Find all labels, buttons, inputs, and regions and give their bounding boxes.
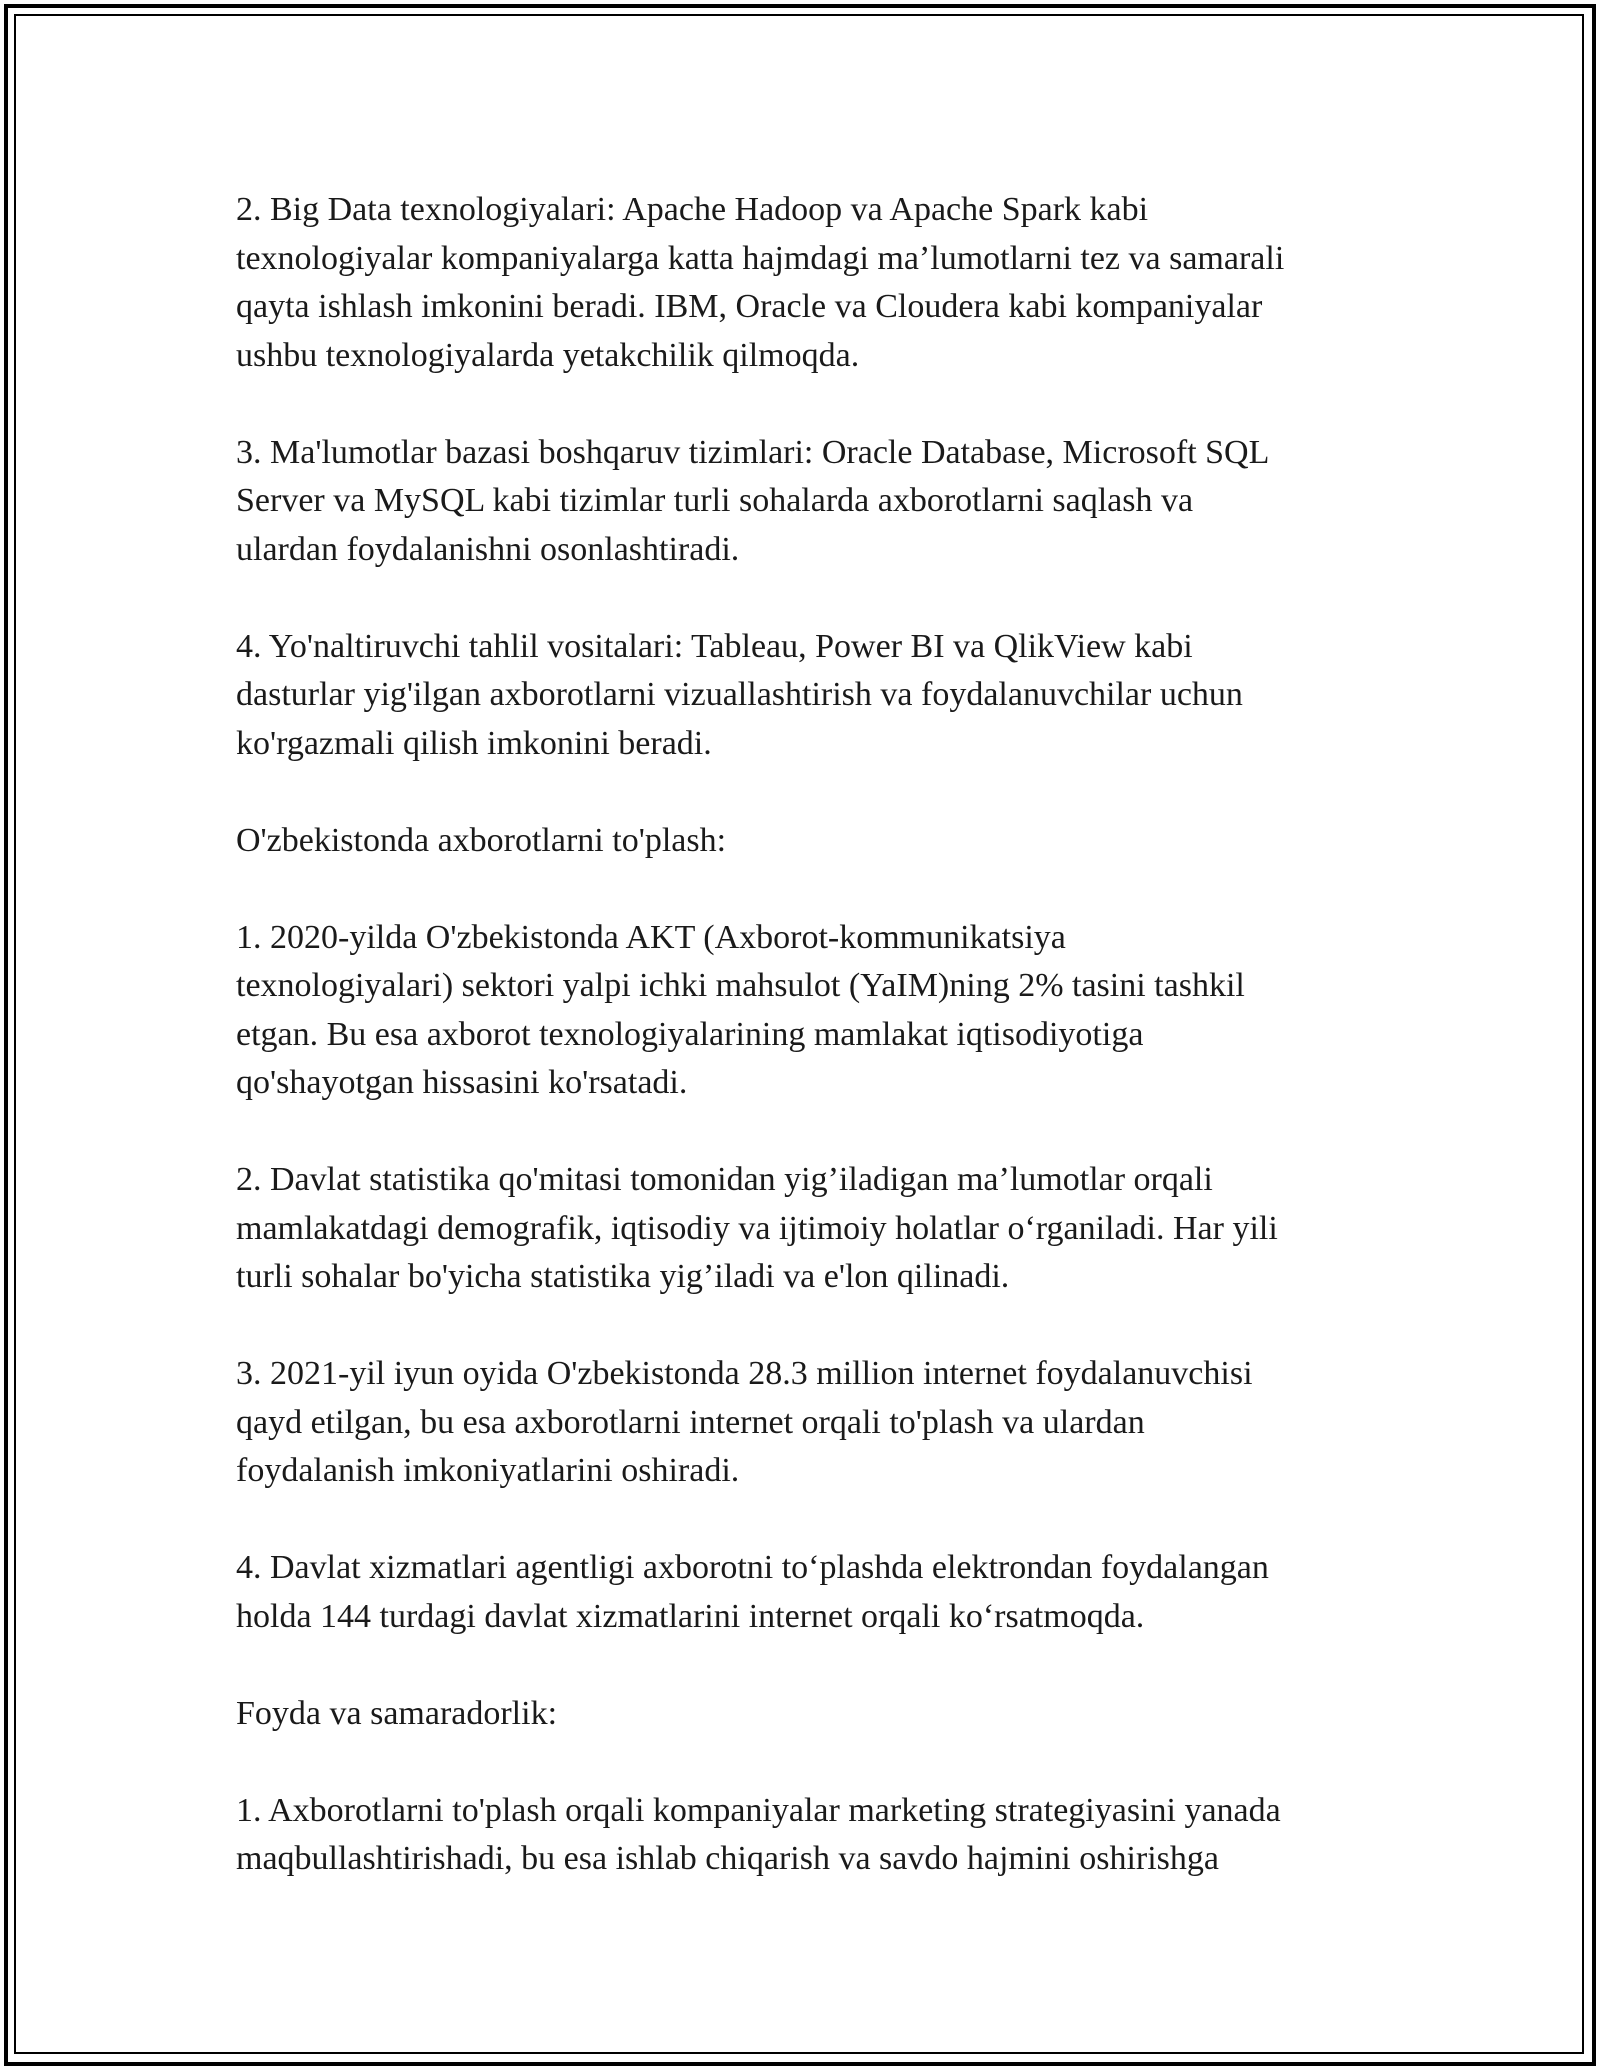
- text-line: ulardan foydalanishni osonlashtiradi.: [236, 530, 740, 568]
- paragraph-public-services: [236, 1544, 1386, 1641]
- text-line: mamlakatdagi demografik, iqtisodiy va ijtimoiy holatlar o‘rganiladi. Har yili: [236, 1209, 1278, 1247]
- text-line: foydalanish imkoniyatlarini oshiradi.: [236, 1452, 740, 1489]
- text-line: dasturlar yig'ilgan axborotlarni vizuallashtirish va foydalanuvchilar uchun: [236, 676, 1243, 713]
- text-line: 4. Yo'naltiruvchi tahlil vositalari: Tableau, Power BI va QlikView kabi: [236, 627, 1193, 665]
- paragraph-statistics-committee: [236, 1156, 1386, 1302]
- document-body: [236, 186, 1386, 1932]
- text-line: texnologiyalar kompaniyalarga katta hajmdagi ma’lumotlarni tez va samarali: [236, 239, 1285, 277]
- text-line: 1. Axborotlarni to'plash orqali kompaniyalar marketing strategiyasini yanada: [236, 1791, 1281, 1829]
- paragraph-internet-users: [236, 1350, 1386, 1496]
- text-line: maqbullashtirishadi, bu esa ishlab chiqarish va savdo hajmini oshirishga: [236, 1840, 1219, 1877]
- text-line: O'zbekistonda axborotlarni to'plash:: [236, 821, 727, 859]
- text-line: qayta ishlash imkonini beradi. IBM, Oracle va Cloudera kabi kompaniyalar: [236, 288, 1263, 325]
- paragraph-ict-sector: [236, 914, 1386, 1108]
- paragraph-database-systems: [236, 429, 1386, 575]
- text-line: qayd etilgan, bu esa axborotlarni internet orqali to'plash va ulardan: [236, 1403, 1145, 1441]
- text-line: 2. Big Data texnologiyalari: Apache Hadoop va Apache Spark kabi: [236, 191, 1149, 228]
- text-line: qo'shayotgan hissasini ko'rsatadi.: [236, 1064, 688, 1101]
- text-line: turli sohalar bo'yicha statistika yig’iladi va e'lon qilinadi.: [236, 1258, 1010, 1295]
- text-line: ushbu texnologiyalarda yetakchilik qilmoqda.: [236, 336, 860, 374]
- text-line: texnologiyalari) sektori yalpi ichki mahsulot (YaIM)ning 2% tasini tashkil: [236, 967, 1245, 1004]
- text-line: 3. Ma'lumotlar bazasi boshqaruv tizimlari: Oracle Database, Microsoft SQL: [236, 433, 1270, 471]
- paragraph-big-data: [236, 186, 1386, 380]
- text-line: holda 144 turdagi davlat xizmatlarini internet orqali ko‘rsatmoqda.: [236, 1597, 1145, 1635]
- text-line: 3. 2021-yil iyun oyida O'zbekistonda 28.3 million internet foydalanuvchisi: [236, 1355, 1253, 1392]
- section-heading-benefits: [236, 1690, 1386, 1739]
- text-line: ko'rgazmali qilish imkonini beradi.: [236, 724, 712, 762]
- text-line: 2. Davlat statistika qo'mitasi tomonidan yig’iladigan ma’lumotlar orqali: [236, 1161, 1213, 1198]
- section-heading-uzbekistan: [236, 817, 1386, 866]
- text-line: Server va MySQL kabi tizimlar turli sohalarda axborotlarni saqlash va: [236, 482, 1194, 519]
- paragraph-analytics-tools: [236, 623, 1386, 769]
- text-line: Foyda va samaradorlik:: [236, 1694, 558, 1732]
- text-line: etgan. Bu esa axborot texnologiyalarining mamlakat iqtisodiyotiga: [236, 1015, 1144, 1053]
- paragraph-marketing: [236, 1787, 1386, 1884]
- text-line: 1. 2020-yilda O'zbekistonda AKT (Axborot-kommunikatsiya: [236, 918, 1066, 956]
- text-line: 4. Davlat xizmatlari agentligi axborotni to‘plashda elektrondan foydalangan: [236, 1549, 1269, 1586]
